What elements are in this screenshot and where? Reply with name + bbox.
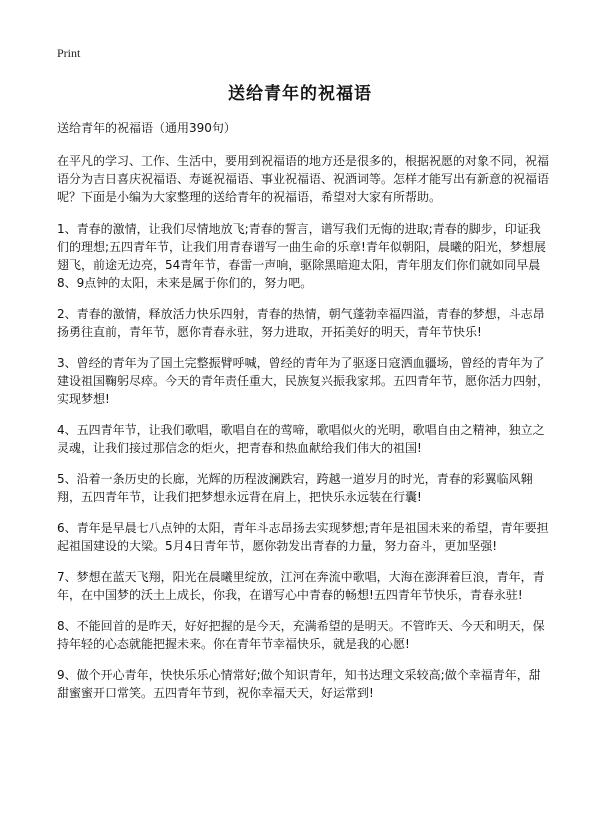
blessing-paragraph-6: 6、青年是早晨七八点钟的太阳，青年斗志昂扬去实现梦想;青年是祖国未来的希望，青年要担起祖国建设的大梁。5月4日青年节，愿你勃发出青春的力量，努力奋斗，更加坚强! xyxy=(57,521,549,553)
article-body xyxy=(57,119,549,715)
page-title: 送给青年的祝福语 xyxy=(228,84,372,104)
blessing-paragraph-3: 3、曾经的青年为了国土完整振臂呼喊，曾经的青年为了驱逐日寇洒血疆场，曾经的青年为了建设祖国鞠躬尽瘁。今天的青年责任重大，民族复兴振我家邦。五四青年节，愿你活力四射，实现梦想! xyxy=(57,356,550,406)
article-subtitle: 送给青年的祝福语（通用390句） xyxy=(57,121,236,135)
blessing-paragraph-2: 2、青春的激情，释放活力快乐四射，青春的热情，朝气蓬勃幸福四溢，青春的梦想，斗志昂扬勇往直前，青年节，愿你青春永驻，努力进取，开拓美好的明天，青年节快乐! xyxy=(57,307,545,339)
blessing-paragraph-7: 7、梦想在蓝天飞翔，阳光在晨曦里绽放，江河在奔流中歌唱，大海在澎湃着巨浪，青年，青年，在中国梦的沃土上成长，你我，在谱写心中青春的畅想!五四青年节快乐，青春永驻! xyxy=(57,570,545,602)
print-link[interactable]: Print xyxy=(57,46,81,60)
blessing-paragraph-8: 8、不能回首的是昨天，好好把握的是今天，充满希望的是明天。不管昨天、今天和明天，保持年轻的心态就能把握未来。你在青年节幸福快乐，就是我的心愿! xyxy=(57,619,545,651)
blessing-paragraph-4: 4、五四青年节，让我们歌唱，歌唱自在的莺啼，歌唱似火的光明，歌唱自由之精神，独立之灵魂，让我们接过那信念的炬火，把青春和热血献给我们伟大的祖国! xyxy=(57,423,545,455)
blessing-paragraph-5: 5、沿着一条历史的长廊，光辉的历程波澜跌宕，跨越一道岁月的时光，青春的彩翼临风翱翔，五四青年节，让我们把梦想永远背在肩上，把快乐永远装在行囊! xyxy=(57,472,533,504)
blessing-paragraph-1: 1、青春的激情，让我们尽情地放飞;青春的誓言，谱写我们无悔的进取;青春的脚步，印证我们的理想;五四青年节，让我们用青春谱写一曲生命的乐章!青年似朝阳，晨曦的阳光，梦想展翅飞，前途无边亮，54青年节，春雷一声响，驱除黑暗迎太阳，青年朋友们你们就如同早晨8、9点钟的太阳，未来是属于你们的，努力吧。 xyxy=(57,222,546,290)
blessing-paragraph-9: 9、做个开心青年，快快乐乐心情常好;做个知识青年，知书达理文采较高;做个幸福青年，甜甜蜜蜜开口常笑。五四青年节到，祝你幸福天天，好运常到! xyxy=(57,668,541,700)
intro-paragraph: 在平凡的学习、工作、生活中，要用到祝福语的地方还是很多的，根据祝愿的对象不同，祝福语分为吉日喜庆祝福语、寿诞祝福语、事业祝福语、祝酒词等。怎样才能写出有新意的祝福语呢？下面是小编为大家整理的送给青年的祝福语，希望对大家有所帮助。 xyxy=(57,154,550,204)
